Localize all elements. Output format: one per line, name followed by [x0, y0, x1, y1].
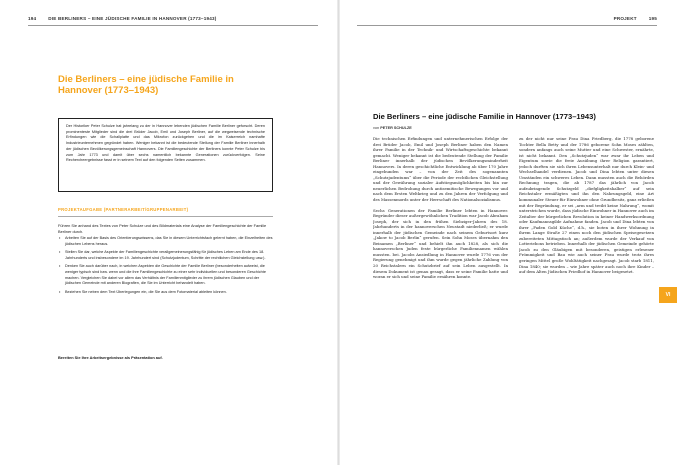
chapter-tab: VI	[659, 287, 677, 303]
bullet-icon: •	[59, 289, 61, 294]
right-header-rule	[357, 25, 657, 26]
intro-box-text: Der Historiker Peter Schulze hat jahrelang zu der in Hannover lebenden jüdischen Familie Berliner geforscht. Deren prominenteste Mitglieder sind die drei Brüder Jacob, Emil und Joseph Berliner, auf die wegweisende technische Erfindungen wie die Schallplatte und das Mikrofon zurückgehen und die im Kaiserreich namhafte Industrieunternehmen gegründet haben. Weniger bekannt ist die bedeutende Stellung der Familie Berliner innerhalb der jüdischen Bevölkerungsgemeinschaft Hannovers. Die Familiengeschichte der Berliners konnte Peter Schulze bis zum Jahr 1773 und damit über sechs namentlich bekannte Generationen zurückverfolgen. Seine Rechercheergebnisse fasst er in seinem Text auf den folgenden Seiten zusammen.	[66, 124, 265, 163]
list-item: • Beziehen Sie neben dem Text Überlegungen ein, die Sie aus dem Fotomaterial ableiten können.	[59, 289, 227, 294]
left-running-head	[28, 12, 318, 24]
chapter-title: Die Berliners – eine jüdische Familie in Hannover (1773–1943)	[58, 74, 234, 96]
task-rule	[58, 216, 273, 217]
right-running-head-text: PROJEKT	[613, 15, 637, 21]
right-page-number: 195	[648, 15, 657, 21]
list-item: • Denken Sie auch darüber nach, in welchen Aspekten die Geschichte der Familie Berliner (besonderheiten aufweist, die weniger typisch sind bzw. wenn und die ihre Familiengeschichte zu einer sehr individuellen und besonderen Geschichte machen. Vergleichen Sie dabei vor allem das Verhältnis der Familienmitglieder zu ihrem jüdischen Glauben und der jüdischen Gemeinde mit anderen Biografien, die Sie im Unterricht behandelt haben.	[59, 264, 266, 286]
task-outro: Bereiten Sie Ihre Arbeitsergebnisse als Präsentation auf.	[58, 355, 163, 360]
byline-author: PETER SCHULZE	[380, 126, 412, 130]
task-heading: PROJEKTAUFGABE (PARTNERARBEIT/GRUPPENARBEIT)	[58, 207, 189, 212]
bullet-icon: •	[59, 236, 61, 240]
article-title: Die Berliners – eine jüdische Familie in Hannover (1773–1943)	[373, 112, 596, 121]
paragraph: Die technischen Erfindungen und unternehmerischen Erfolge der drei Brüder Jacob, Emil und Joseph Berliner haben den Namen ihrer Familie in der Technik- und Wirtschaftsgeschichte bekannt gemacht. Weniger bekannt ist die bedeutende Stellung der Familie Berliner innerhalb der jüdischen Bevölkerungsminderheit Hannovers. In deren geschichtliche Entwicklung ab über 170 Jahre eingebunden war – von der Zeit des sogenannten „Schutzjudentums“ über die Periode der rechtlichen Gleichstellung und der Gewährung sozialer Aufstiegsmöglichkeiten bis hin zur neuerlichen Bedrohung durch antisemitische Bewegungen vor und nach dem Ersten Weltkrieg und zu den Jahren der Verfolgung und des Massenmords unter der Herrschaft des Nationalsozialismus.	[373, 136, 508, 203]
left-page-number: 194	[28, 15, 37, 21]
list-item: • Stellen Sie dar, welche Aspekte der Familiengeschichte verallgemeinerungsfähig für jüdisches Leben am Ende des 18. Jahrhunderts und insbesondere im 19. Jahrhundert sind (Schutzjudentum, Schritte der rechtlichen Gleichstellung usw.).	[59, 250, 266, 260]
task-bullet-list	[58, 236, 273, 298]
article-column-2	[519, 136, 654, 356]
paragraph: zu der nicht nur seine Frau Dina Friedberg, die 1778 geborene Tochter Bella Betty und der 1786 geborene Sohn Moses zählten, sondern anfangs auch seine Mutter und eine Schwester, ernährte, ist nicht bekannt. Den „Schutzjuden“ war zwar ihr Leben und Eigentum sowie die freie Ausübung ihrer Religion garantiert, jedoch durften sie sich ihren Lebensunterhalt nur durch Klein- und Wechselhandel verdienen. Jacob und Dina lebten unter diesen Umständen ein schweres Leben. Dann mussten auch die Behörden Rechnung tragen, die ab 1787 das jährlich von Jacob aufzubringende Schutzgeld „diefgligkeitshalber“ auf sein Reichstaler ermäßigten und ihn den Nahrungsgeld, eine Art kommunaler Steuer für Einwohner ohne Grundbesitz, ganz erließen mit der Begründung, er sei „arm und treibt keine Nahrung“, womit unterstrichen wurde, dass jüdische Einwohner in Hannover auch im Zeitalter der bürgerlichen Revolution in keiner Handwerksordnung oder Kaufmannsgilde Aufnahme fanden. Jacob und Dina lebten von ihrer „Faden Gold Küche“, d.h., sie boten in ihrer Wohnung in ihrem Lange Straße 27 einen noch den jüdischen Speisegesetzen zubereiteten Mittagstisch an; außerdem wurde der Verkauf von Lotteriebons betrieben. Innerhalb der jüdischen Gemeinde gehörte Jacob zu den Gläubigen mit besonderen, geistigen erlesener Frömmigkeit und Bau wie auch seiner Frau wurde trotz ihres geringen Mittel große Wohltätigkeit nachgesagt. Jacob starb 1811, Dina 1840; sie wurden – wie Jahre später auch noch ihre Kinder – auf dem Alten Jüdischen Friedhof in Hannover beigesetzt.	[519, 136, 654, 275]
right-page	[339, 0, 677, 465]
bullet-icon: •	[59, 264, 61, 269]
left-page	[0, 0, 338, 465]
right-running-head	[357, 12, 657, 24]
byline	[373, 126, 412, 130]
bullet-icon: •	[59, 250, 61, 255]
byline-prefix: von	[373, 126, 380, 130]
left-header-rule	[28, 25, 318, 26]
article-column-1	[373, 136, 508, 416]
intro-box	[58, 118, 273, 192]
list-item: • Arbeiten Sie auf der Basis des Orientierungswissens, das Sie in diesem Unterrichtsfach gelernt haben, die Einzelheiten des jüdischen Lebens heraus.	[59, 236, 273, 246]
paragraph: Sechs Generationen der Familie Berliner lebten in Hannover. Begründer dieser außergewöhnlichen Tradition war Jacob Abraham Joseph, der sich in den frühen Siebziger-Jahren des 18. Jahrhunderts in der hannoverschen Neustadt niederließ; er wurde innerhalb der jüdischen Gemeinde nach seinem Geburtsort kurz „Jakow to Jacob Berlin“ gerufen. Sein Sohn Moses übernahm den Beinamen „Berliner“ und behielt ihn auch 1828, als sich die hannoverschen Juden feste bürgerliche Familiennamen wählen mussten. bei. Jacobs Ansiedlung in Hannover wurde 1776 von der Regierung genehmigt und ihm wurde gegen jährliche Zahlung von 20 Reichstalern ein Schutzbrief auf sein Leben ausgestellt. In diesem Dokument ist genau gesagt, dass er seine Familie hatte und woran er sich und seine Familie ernähren konnte.	[373, 207, 508, 280]
left-running-head-text: DIE BERLINERS – EINE JÜDISCHE FAMILIE IN HANNOVER (1773–1943)	[48, 15, 217, 21]
task-intro: Führen Sie anhand des Textes von Peter Schulze und des Bildmaterials eine Analyse der Familiengeschichte der Familie Berliner durch.	[58, 223, 267, 234]
